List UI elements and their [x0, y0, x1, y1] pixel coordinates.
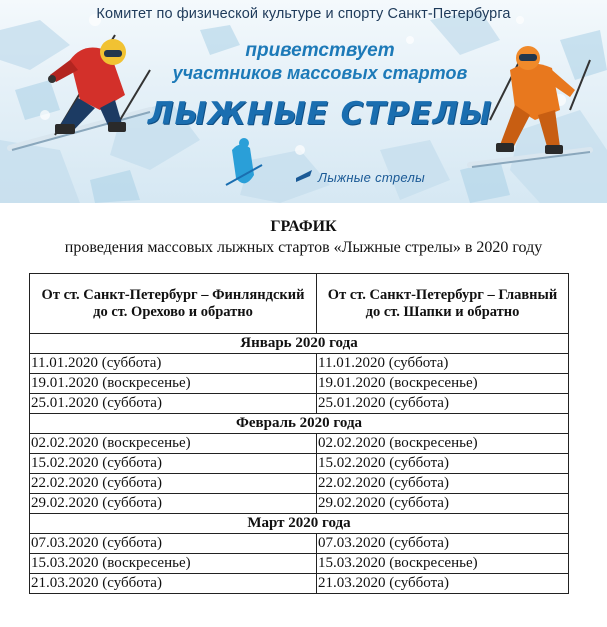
month-label: Март 2020 года: [30, 514, 569, 534]
table-header-row: [30, 274, 569, 334]
date-cell: 25.01.2020 (суббота): [317, 394, 569, 414]
column-header-finlyandsky: От ст. Санкт-Петербург – Финляндский до ст. Орехово и обратно: [30, 274, 317, 334]
date-cell: 11.01.2020 (суббота): [317, 354, 569, 374]
table-row: [30, 494, 569, 514]
date-cell: 07.03.2020 (суббота): [317, 534, 569, 554]
table-row: [30, 474, 569, 494]
committee-name: Комитет по физической культуре и спорту Санкт-Петербурга: [96, 6, 511, 22]
date-cell: 25.01.2020 (суббота): [30, 394, 317, 414]
table-row: [30, 454, 569, 474]
event-banner: [0, 0, 607, 203]
table-row: [30, 354, 569, 374]
date-cell: 02.02.2020 (воскресенье): [30, 434, 317, 454]
table-row: [30, 374, 569, 394]
event-title: ЛЫЖНЫЕ СТРЕЛЫ: [147, 96, 493, 132]
date-cell: 07.03.2020 (суббота): [30, 534, 317, 554]
date-cell: 29.02.2020 (суббота): [30, 494, 317, 514]
date-cell: 19.01.2020 (воскресенье): [317, 374, 569, 394]
column-header-glavny: От ст. Санкт-Петербург – Главный до ст. Шапки и обратно: [317, 274, 569, 334]
schedule-subtitle: проведения массовых лыжных стартов «Лыжные стрелы» в 2020 году: [64, 239, 543, 256]
date-cell: 15.02.2020 (суббота): [30, 454, 317, 474]
date-cell: 02.02.2020 (воскресенье): [317, 434, 569, 454]
month-row-march: [30, 514, 569, 534]
date-cell: 21.03.2020 (суббота): [30, 574, 317, 594]
date-cell: 11.01.2020 (суббота): [30, 354, 317, 374]
table-row: [30, 534, 569, 554]
date-cell: 19.01.2020 (воскресенье): [30, 374, 317, 394]
month-label: Январь 2020 года: [30, 334, 569, 354]
date-cell: 15.03.2020 (воскресенье): [317, 554, 569, 574]
schedule-title: ГРАФИК: [270, 218, 337, 235]
date-cell: 22.02.2020 (суббота): [30, 474, 317, 494]
schedule-table: [29, 273, 569, 594]
month-row-january: [30, 334, 569, 354]
date-cell: 29.02.2020 (суббота): [317, 494, 569, 514]
date-cell: 15.02.2020 (суббота): [317, 454, 569, 474]
table-row: [30, 434, 569, 454]
table-row: [30, 394, 569, 414]
table-row: [30, 574, 569, 594]
greeting-line-2: участников массовых стартов: [172, 63, 468, 83]
greeting-line-1: приветствует: [245, 40, 395, 61]
date-cell: 21.03.2020 (суббота): [317, 574, 569, 594]
month-label: Февраль 2020 года: [30, 414, 569, 434]
table-row: [30, 554, 569, 574]
date-cell: 15.03.2020 (воскресенье): [30, 554, 317, 574]
date-cell: 22.02.2020 (суббота): [317, 474, 569, 494]
month-row-february: [30, 414, 569, 434]
logo-caption: Лыжные стрелы: [318, 170, 425, 185]
